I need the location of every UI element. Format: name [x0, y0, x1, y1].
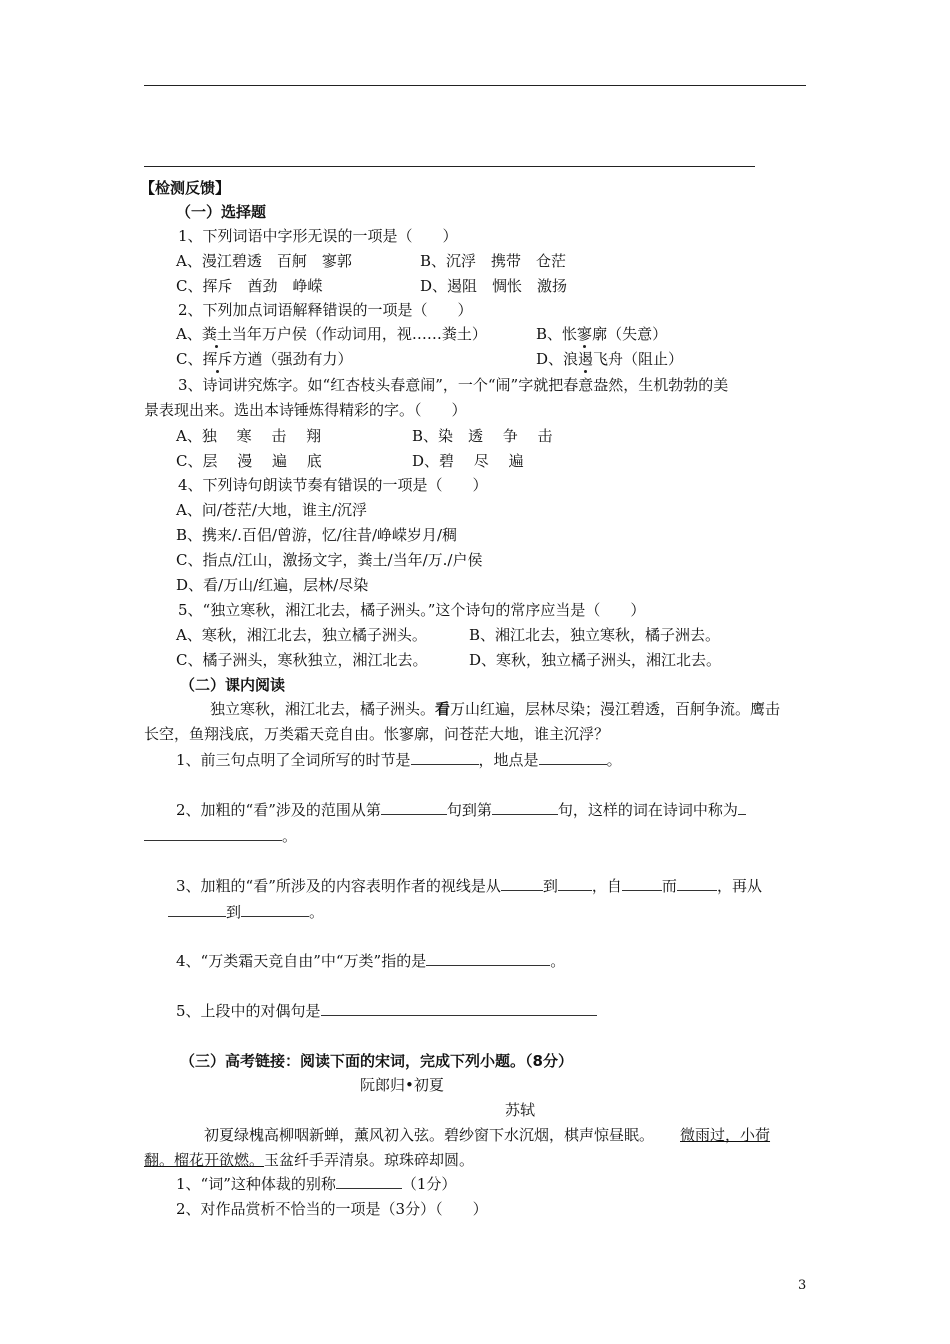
q2-c-dotted: 挥斥	[202, 350, 233, 368]
reading-q2-line2	[144, 826, 297, 846]
q1-option-c: C、挥斥 酋劲 峥嵘	[176, 277, 323, 295]
answer-blank[interactable]	[501, 876, 543, 891]
answer-blank[interactable]	[321, 1001, 597, 1016]
answer-blank[interactable]	[144, 826, 282, 841]
q4-option-c: C、指点/江山，激扬文字，粪土/当年/万./户侯	[176, 551, 483, 569]
q2-d-label: D、浪	[536, 350, 579, 368]
q1-option-d: D、遏阻 惆怅 激扬	[420, 277, 568, 295]
reading-q3-line1	[176, 876, 762, 896]
q3-option-d: D、碧 尽 遍	[412, 452, 524, 470]
reading-q2-d: 。	[282, 827, 298, 845]
q2-b-label: B、	[536, 325, 563, 343]
q3-stem-line1: 3、诗词讲究炼字。如“红杏枝头春意闹”，一个“闹”字就把春意盎然，生机勃勃的美	[178, 376, 729, 394]
top-rule	[144, 85, 806, 86]
passage-bold-kan: 看	[435, 700, 451, 718]
q4-option-b: B、携来/.百侣/曾游，忆/往昔/峥嵘岁月/稠	[176, 526, 458, 544]
part1-title: （一）选择题	[176, 203, 267, 221]
passage-line2: 长空，鱼翔浅底，万类霜天竞自由。怅寥廓，问苍茫大地，谁主沉浮？	[144, 725, 610, 743]
reading-q3-b: 到	[542, 877, 558, 895]
q5-option-d: D、寒秋，独立橘子洲头，湘江北去。	[469, 651, 722, 669]
page-number: 3	[798, 1278, 807, 1293]
answer-blank[interactable]	[336, 1174, 402, 1189]
q5-stem: 5、“独立寒秋，湘江北去，橘子洲头。”这个诗句的常序应当是（ ）	[178, 601, 646, 619]
reading-q1-a: 1、前三句点明了全词所写的时节是	[176, 751, 411, 769]
reading-q3-d: 而	[661, 877, 677, 895]
answer-blank[interactable]	[411, 750, 479, 765]
poem-line2-b: 玉盆纤手弄清泉。琼珠碎却圆。	[264, 1151, 475, 1169]
reading-q1-b: ，地点是	[478, 751, 539, 769]
q5-option-a: A、寒秋，湘江北去，独立橘子洲头。	[176, 626, 427, 644]
poem-underlined-2: 翻。榴花开欲燃。	[144, 1151, 265, 1169]
part3-q1-a: 1、“词”这种体裁的别称	[176, 1175, 336, 1193]
q2-a-dotted: 粪土	[201, 325, 232, 343]
reading-q1-c: 。	[606, 751, 622, 769]
q2-c-rest: 方遒（强劲有力）	[232, 350, 353, 368]
reading-q2-b: 句到第	[446, 801, 492, 819]
q4-option-d: D、看/万山/红遍，层林/尽染	[176, 576, 369, 594]
q2-a-label: A、	[176, 325, 202, 343]
reading-q5	[176, 1001, 597, 1021]
q2-a-rest: 当年万户侯（作动词用，视……粪土）	[231, 325, 487, 343]
q2-b-dotted: 寥	[577, 325, 593, 343]
q2-option-a	[176, 324, 487, 344]
part3-title: （三）高考链接：阅读下面的宋词，完成下列小题。（8分）	[180, 1052, 573, 1070]
answer-blank[interactable]	[539, 750, 607, 765]
part3-q1-b: （1分）	[401, 1175, 457, 1193]
reading-q5-a: 5、上段中的对偶句是	[176, 1002, 321, 1020]
answer-blank[interactable]	[738, 800, 746, 815]
reading-q3-a: 3、加粗的“看”所涉及的内容表明作者的视线是从	[176, 877, 501, 895]
q2-stem: 2、下列加点词语解释错误的一项是（ ）	[178, 301, 473, 319]
q2-c-label: C、	[176, 350, 203, 368]
answer-blank[interactable]	[426, 951, 550, 966]
part3-q1	[176, 1174, 456, 1194]
reading-q2-c: 句，这样的词在诗词中称为	[557, 801, 738, 819]
part2-title: （二）课内阅读	[180, 676, 286, 694]
reading-q3-c: ，自	[591, 877, 622, 895]
answer-blank[interactable]	[168, 902, 226, 917]
poem-author: 苏轼	[505, 1101, 536, 1119]
q2-option-c	[176, 349, 353, 369]
part3-q2: 2、对作品赏析不恰当的一项是（3分）（ ）	[176, 1200, 488, 1218]
section-title: 【检测反馈】	[140, 179, 231, 197]
answer-blank[interactable]	[381, 800, 447, 815]
q3-stem-line2: 景表现出来。选出本诗锤炼得精彩的字。（ ）	[144, 401, 467, 419]
q1-stem: 1、下列词语中字形无误的一项是（ ）	[178, 227, 458, 245]
answer-blank[interactable]	[677, 876, 717, 891]
q1-option-b: B、沉浮 携带 仓茫	[420, 252, 567, 270]
q4-option-a: A、问/苍茫/大地，谁主/沉浮	[176, 501, 367, 519]
q5-option-c: C、橘子洲头，寒秋独立，湘江北去。	[176, 651, 428, 669]
answer-blank[interactable]	[622, 876, 662, 891]
reading-q3-g: 。	[309, 903, 325, 921]
q2-option-b	[536, 324, 667, 344]
q2-b-rest: 廓（失意）	[592, 325, 668, 343]
passage-line1	[210, 699, 780, 719]
reading-q1	[176, 750, 622, 770]
q5-option-b: B、湘江北去，独立寒秋，橘子洲去。	[469, 626, 721, 644]
reading-q3-f: 到	[226, 903, 242, 921]
q1-option-a: A、漫江碧透 百舸 寥郭	[176, 252, 352, 270]
answer-blank[interactable]	[241, 902, 309, 917]
poem-line1-a: 初夏绿槐高柳咽新蝉，薰风初入弦。碧纱窗下水沉烟，棋声惊昼眠。	[204, 1126, 655, 1144]
reading-q4-a: 4、“万类霜天竞自由”中“万类”指的是	[176, 952, 427, 970]
reading-q4-b: 。	[550, 952, 566, 970]
q3-option-b: B、染 透 争 击	[412, 427, 553, 445]
q3-option-a: A、独 寒 击 翔	[176, 427, 322, 445]
poem-title: 阮郎归•初夏	[360, 1076, 444, 1094]
q3-option-c: C、层 漫 遍 底	[176, 452, 322, 470]
q2-d-dotted: 遏	[578, 350, 594, 368]
passage-line1-c: 万山红遍，层林尽染；漫江碧透，百舸争流。鹰击	[450, 700, 781, 718]
answer-blank[interactable]	[558, 876, 592, 891]
reading-q3-line2	[168, 902, 324, 922]
answer-blank[interactable]	[492, 800, 558, 815]
q2-b-char: 怅	[562, 325, 578, 343]
q2-d-rest: 飞舟（阻止）	[593, 350, 684, 368]
second-rule	[144, 166, 755, 167]
poem-line2	[144, 1150, 474, 1170]
reading-q4	[176, 951, 565, 971]
poem-line1	[204, 1125, 770, 1145]
poem-underlined-1: 微雨过，小荷	[680, 1126, 771, 1144]
q4-stem: 4、下列诗句朗读节奏有错误的一项是（ ）	[178, 476, 488, 494]
reading-q3-e: ，再从	[716, 877, 762, 895]
passage-line1-a: 独立寒秋，湘江北去，橘子洲头。	[210, 700, 436, 718]
reading-q2-a: 2、加粗的“看”涉及的范围从第	[176, 801, 381, 819]
q2-option-d	[536, 349, 683, 369]
reading-q2-line1	[176, 800, 746, 820]
